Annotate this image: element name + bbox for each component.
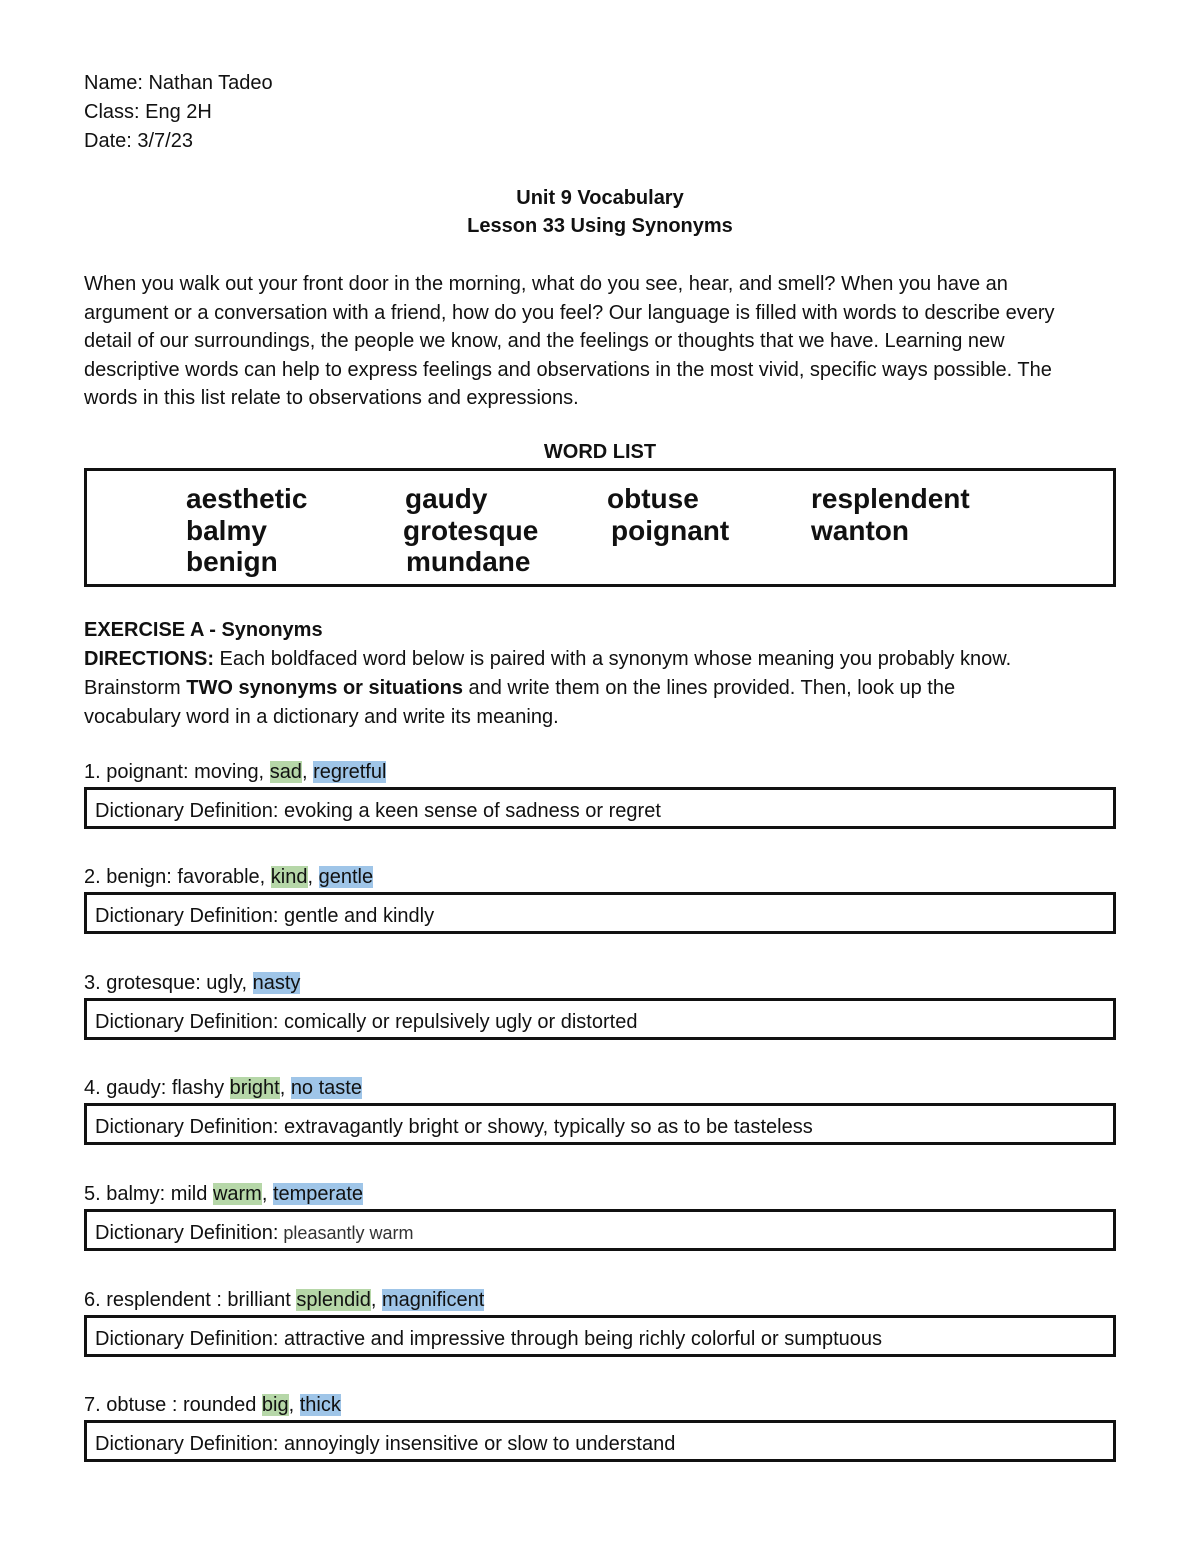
word-list-item: aesthetic bbox=[186, 483, 308, 514]
synonym-line bbox=[84, 1287, 1116, 1313]
directions-line-3: vocabulary word in a dictionary and write its meaning. bbox=[84, 706, 559, 728]
student-name: Name: Nathan Tadeo bbox=[84, 72, 273, 94]
exercise-title-rest: - Synonyms bbox=[203, 619, 323, 641]
synonym-answer-1[interactable]: sad bbox=[269, 761, 302, 783]
definition-text: attractive and impressive through being richly colorful or sumptuous bbox=[278, 1328, 883, 1350]
exercise-item-2 bbox=[84, 864, 1116, 934]
synonym-answer-1[interactable]: kind bbox=[270, 866, 308, 888]
separator: , bbox=[288, 1394, 300, 1416]
word-list-item: gaudy bbox=[405, 483, 488, 514]
word-list-item: mundane bbox=[406, 546, 531, 577]
exercise-title-bold: EXERCISE A bbox=[84, 619, 204, 641]
directions-text-1: Each boldfaced word below is paired with a synonym whose meaning you probably know. bbox=[214, 648, 1012, 670]
student-header bbox=[84, 69, 273, 156]
definition-box[interactable] bbox=[84, 1420, 1116, 1462]
definition-text: annoyingly insensitive or slow to understand bbox=[278, 1433, 676, 1455]
word-list-item: grotesque bbox=[403, 515, 539, 546]
directions-emphasis: TWO synonyms or situations bbox=[186, 677, 463, 699]
definition-box[interactable] bbox=[84, 892, 1116, 934]
separator: , bbox=[301, 761, 314, 783]
definition-box[interactable] bbox=[84, 1209, 1116, 1251]
synonym-line bbox=[84, 759, 1116, 785]
synonym-line bbox=[84, 1181, 1116, 1207]
date: Date: 3/7/23 bbox=[84, 130, 193, 152]
word-list-box bbox=[84, 468, 1116, 587]
exercise-item-5 bbox=[84, 1181, 1116, 1251]
definition-box[interactable] bbox=[84, 998, 1116, 1040]
class-name: Class: Eng 2H bbox=[84, 101, 212, 123]
exercise-a bbox=[84, 616, 1116, 732]
item-prefix: 6. resplendent : brilliant bbox=[84, 1289, 297, 1311]
definition-label: Dictionary Definition: bbox=[95, 800, 279, 822]
directions-text-2a: Brainstorm bbox=[84, 677, 187, 699]
synonym-line bbox=[84, 1392, 1116, 1418]
unit-title: Unit 9 Vocabulary bbox=[516, 187, 684, 209]
synonym-line bbox=[84, 864, 1116, 890]
word-list-title: WORD LIST bbox=[543, 441, 657, 463]
separator: , bbox=[279, 1077, 291, 1099]
directions-line-2 bbox=[84, 674, 1116, 703]
exercise-item-3 bbox=[84, 970, 1116, 1040]
synonym-answer-1[interactable]: warm bbox=[212, 1183, 262, 1205]
definition-label: Dictionary Definition: bbox=[95, 1011, 279, 1033]
definition-text: gentle and kindly bbox=[278, 905, 435, 927]
exercise-item-1 bbox=[84, 759, 1116, 829]
intro-paragraph: When you walk out your front door in the morning, what do you see, hear, and smell? When you have an argument or a conversation with a friend, how do you feel? Our language is filled with words to describe every detail of our surroundings, the people we know, and the feelings or thoughts that we have. Learning new descriptive words can help to express feelings and observations in the most vivid, specific ways possible. The words in this list relate to observations and expressions. bbox=[84, 273, 1055, 410]
item-prefix: 4. gaudy: flashy bbox=[84, 1077, 230, 1099]
definition-label: Dictionary Definition: bbox=[95, 1222, 279, 1244]
definition-label: Dictionary Definition: bbox=[95, 905, 279, 927]
exercise-item-6 bbox=[84, 1287, 1116, 1357]
definition-box[interactable] bbox=[84, 787, 1116, 829]
definition-text: comically or repulsively ugly or distorted bbox=[278, 1011, 638, 1033]
synonym-line bbox=[84, 970, 1116, 996]
separator: , bbox=[307, 866, 319, 888]
item-prefix: 5. balmy: mild bbox=[84, 1183, 213, 1205]
synonym-answer-2[interactable]: gentle bbox=[318, 866, 374, 888]
definition-label: Dictionary Definition: bbox=[95, 1433, 279, 1455]
definition-text: extravagantly bright or showy, typically so as to be tasteless bbox=[278, 1116, 813, 1138]
definition-label: Dictionary Definition: bbox=[95, 1116, 279, 1138]
separator: , bbox=[370, 1289, 382, 1311]
word-list-item: obtuse bbox=[607, 483, 699, 514]
synonym-answer-2[interactable]: regretful bbox=[313, 761, 387, 783]
word-list-item: poignant bbox=[611, 515, 730, 546]
separator: , bbox=[261, 1183, 273, 1205]
synonym-answer-2[interactable]: no taste bbox=[290, 1077, 362, 1099]
word-list-item: benign bbox=[186, 546, 278, 577]
definition-box[interactable] bbox=[84, 1315, 1116, 1357]
definition-text: evoking a keen sense of sadness or regret bbox=[278, 800, 661, 822]
synonym-answer-2[interactable]: nasty bbox=[252, 972, 301, 994]
synonym-answer-2[interactable]: temperate bbox=[272, 1183, 364, 1205]
word-list-item: balmy bbox=[186, 515, 267, 546]
exercise-item-7 bbox=[84, 1392, 1116, 1462]
item-prefix: 1. poignant: moving, bbox=[84, 761, 270, 783]
exercise-item-4 bbox=[84, 1075, 1116, 1145]
synonym-answer-1[interactable]: bright bbox=[229, 1077, 280, 1099]
lesson-title: Lesson 33 Using Synonyms bbox=[467, 215, 733, 237]
synonym-answer-1[interactable]: big bbox=[261, 1394, 289, 1416]
page-title bbox=[84, 184, 1116, 240]
definition-box[interactable] bbox=[84, 1103, 1116, 1145]
directions-label: DIRECTIONS: bbox=[84, 648, 214, 670]
item-prefix: 3. grotesque: ugly, bbox=[84, 972, 253, 994]
synonym-answer-2[interactable]: thick bbox=[299, 1394, 341, 1416]
synonym-answer-2[interactable]: magnificent bbox=[381, 1289, 485, 1311]
directions-line-1 bbox=[84, 645, 1116, 674]
definition-text: pleasantly warm bbox=[278, 1223, 414, 1243]
definition-label: Dictionary Definition: bbox=[95, 1328, 279, 1350]
exercise-title bbox=[84, 616, 1116, 645]
item-prefix: 7. obtuse : rounded bbox=[84, 1394, 262, 1416]
synonym-line bbox=[84, 1075, 1116, 1101]
directions-text-2c: and write them on the lines provided. Then, look up the bbox=[462, 677, 956, 699]
word-list-item: resplendent bbox=[811, 483, 970, 514]
item-prefix: 2. benign: favorable, bbox=[84, 866, 271, 888]
synonym-answer-1[interactable]: splendid bbox=[296, 1289, 371, 1311]
word-list-item: wanton bbox=[811, 515, 909, 546]
